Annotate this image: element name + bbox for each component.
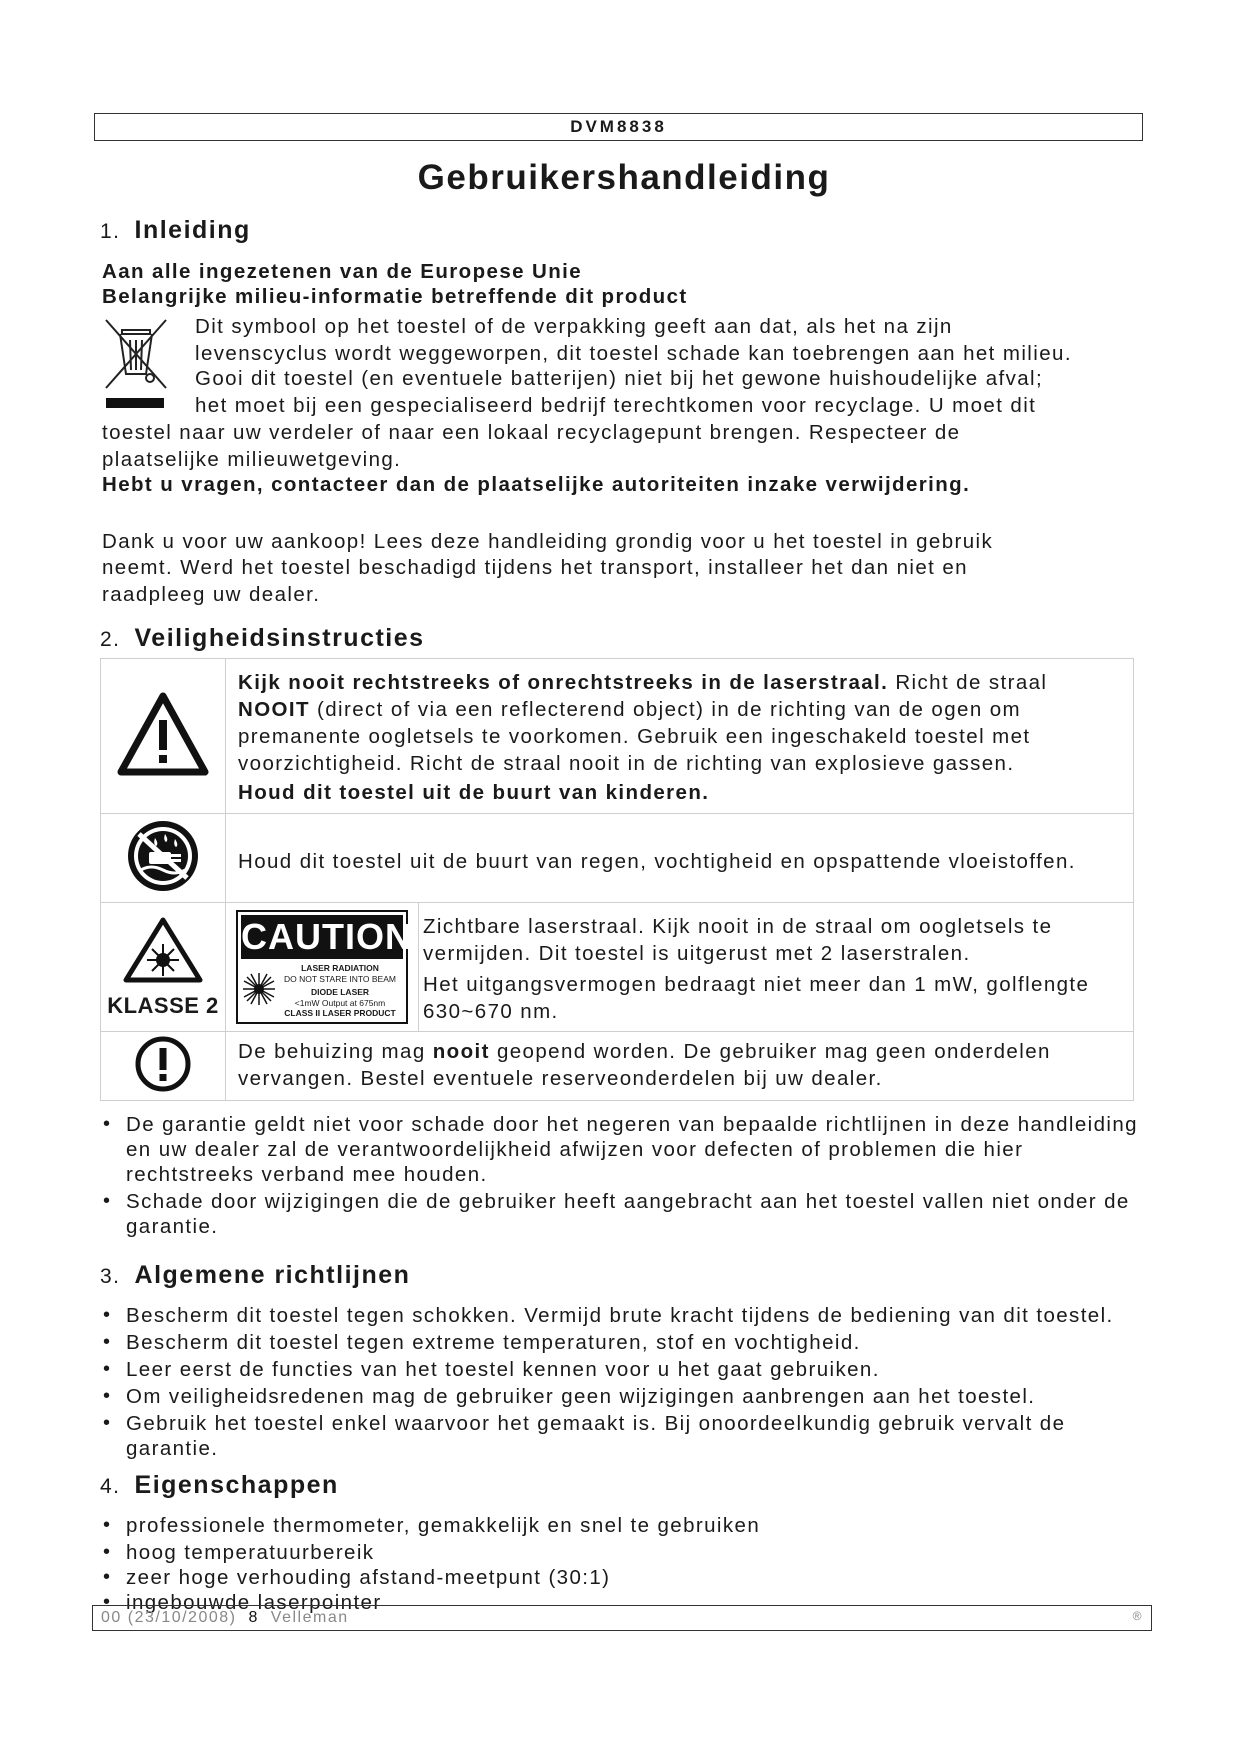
laser-warning-text-1: Richt de straal (888, 671, 1048, 694)
intro-line-5: toestel naar uw verdeler of naar een lokaal recyclagepunt brengen. Respecteer de (102, 421, 961, 444)
klasse-label: KLASSE 2 (107, 992, 219, 1018)
section-2-heading: 2. Veiligheidsinstructies (100, 624, 425, 652)
model-number: DVM8838 (570, 117, 667, 136)
list-item: • Leer eerst de functies van het toestel kennen voor u het gaat gebruiken. (100, 1357, 1140, 1382)
list-item: • hoog temperatuurbereik (100, 1540, 1140, 1565)
intro-bold-env: Belangrijke milieu-informatie betreffende dit product (102, 285, 688, 308)
caution-line-2: DO NOT STARE INTO BEAM (284, 973, 396, 984)
output-power-text: Het uitgangsvermogen bedraagt niet meer dan 1 mW, golflengte 630~670 nm. (423, 973, 1090, 1023)
caution-line-5: CLASS II LASER PRODUCT (284, 1008, 396, 1019)
thanks-line-2: neemt. Werd het toestel beschadigd tijdens het transport, installeer het dan niet en (102, 556, 968, 579)
safety-row-moisture (101, 814, 1134, 903)
intro-line-3: Gooi dit toestel (en eventuele batterijen) niet bij het gewone huishoudelijke afval; (195, 367, 1044, 390)
section-3-heading: 3. Algemene richtlijnen (100, 1261, 411, 1289)
housing-nooit: nooit (432, 1040, 490, 1063)
laser-warning-text-2: (direct of via een reflecterend object) in de richting van de ogen om premanente oogletsels te voorkomen. Gebruik een ingeschakeld toestel met voorzichtigheid. Richt de straal nooit in de richting van explosieve gassen. (238, 698, 1031, 775)
features-list (100, 1513, 1140, 1615)
footer-version: 00 (23/10/2008) (101, 1609, 237, 1626)
laser-starburst-icon (241, 971, 277, 1012)
document-header (94, 113, 1143, 141)
intro-bold-questions: Hebt u vragen, contacteer dan de plaatselijke autoriteiten inzake verwijdering. (102, 473, 971, 496)
housing-text-1: De behuizing mag (238, 1040, 433, 1063)
section-4-heading: 4. Eigenschappen (100, 1471, 339, 1499)
intro-line-2: levenscyclus wordt weggeworpen, dit toestel schade kan toebrengen aan het milieu. (195, 342, 1072, 365)
moisture-warning: Houd dit toestel uit de buurt van regen, vochtigheid en opspattende vloeistoffen. (226, 814, 1134, 903)
footer-brand: Velleman (270, 1609, 349, 1626)
list-item: • zeer hoge verhouding afstand-meetpunt (30:1) (100, 1565, 1140, 1590)
housing-text-2: geopend worden. De gebruiker mag geen onderdelen vervangen. Bestel eventuele reserveonderdelen bij uw dealer. (238, 1040, 1051, 1090)
thanks-line-3: raadpleeg uw dealer. (102, 583, 321, 606)
exclamation-circle-icon (134, 1080, 192, 1097)
safety-row-laser (101, 659, 1134, 814)
intro-line-4: het moet bij een gespecialiseerd bedrijf terechtkomen voor recyclage. U moet dit (195, 394, 1037, 417)
list-item: • Bescherm dit toestel tegen schokken. Vermijd brute kracht tijdens de bediening van dit toestel. (100, 1303, 1140, 1328)
weee-bin-icon (100, 316, 170, 410)
list-item: • Om veiligheidsredenen mag de gebruiker geen wijzigingen aanbrengen aan het toestel. (100, 1384, 1140, 1409)
section-1-heading: 1. Inleiding (100, 216, 251, 244)
list-item: • Schade door wijzigingen die de gebruiker heeft aangebracht aan het toestel vallen niet onder de garantie. (100, 1189, 1140, 1239)
visible-laser-text: Zichtbare laserstraal. Kijk nooit in de straal om oogletsels te vermijden. Dit toestel is uitgerust met 2 laserstralen. (423, 915, 1053, 965)
intro-line-6: plaatselijke milieuwetgeving. (102, 448, 402, 471)
page-footer (92, 1605, 1152, 1631)
list-item: • Gebruik het toestel enkel waarvoor het gemaakt is. Bij onoordeelkundig gebruik vervalt de garantie. (100, 1411, 1140, 1461)
warranty-list (100, 1112, 1140, 1239)
children-warning: Houd dit toestel uit de buurt van kinderen. (238, 781, 710, 804)
warning-triangle-icon (117, 763, 209, 780)
general-list (100, 1303, 1140, 1461)
no-moisture-icon (125, 881, 201, 898)
registered-mark: ® (1132, 1609, 1143, 1623)
list-item: • De garantie geldt niet voor schade door het negeren van bepaalde richtlijnen in deze handleiding en uw dealer zal de verantwoordelijkheid afwijzen voor defecten of problemen die hier rechtstreeks verband mee houden. (100, 1112, 1140, 1187)
caution-line-1: LASER RADIATION (301, 963, 379, 974)
safety-row-housing (101, 1032, 1134, 1101)
laser-triangle-icon (102, 916, 224, 989)
caution-line-3: DIODE LASER (310, 987, 370, 998)
caution-label (236, 910, 412, 1024)
intro-bold-eu: Aan alle ingezetenen van de Europese Unie (102, 260, 583, 283)
laser-warning-nooit: NOOIT (238, 698, 310, 721)
safety-table (100, 658, 1134, 1101)
intro-line-1: Dit symbool op het toestel of de verpakking geeft aan dat, als het na zijn (195, 315, 953, 338)
list-item: • professionele thermometer, gemakkelijk en snel te gebruiken (100, 1513, 1140, 1538)
list-item: • ingebouwde laserpointer (100, 1590, 1140, 1615)
page-title: Gebruikershandleiding (417, 158, 831, 197)
laser-warning-bold: Kijk nooit rechtstreeks of onrechtstreeks in de laserstraal. (238, 671, 889, 694)
page-number: 8 (248, 1609, 259, 1626)
caution-line-4: <1mW Output at 675nm (294, 997, 386, 1008)
list-item: • Bescherm dit toestel tegen extreme temperaturen, stof en vochtigheid. (100, 1330, 1140, 1355)
thanks-line-1: Dank u voor uw aankoop! Lees deze handleiding grondig voor u het toestel in gebruik (102, 530, 994, 553)
safety-row-class2 (101, 903, 1134, 1032)
caution-banner: CAUTION (241, 916, 412, 958)
